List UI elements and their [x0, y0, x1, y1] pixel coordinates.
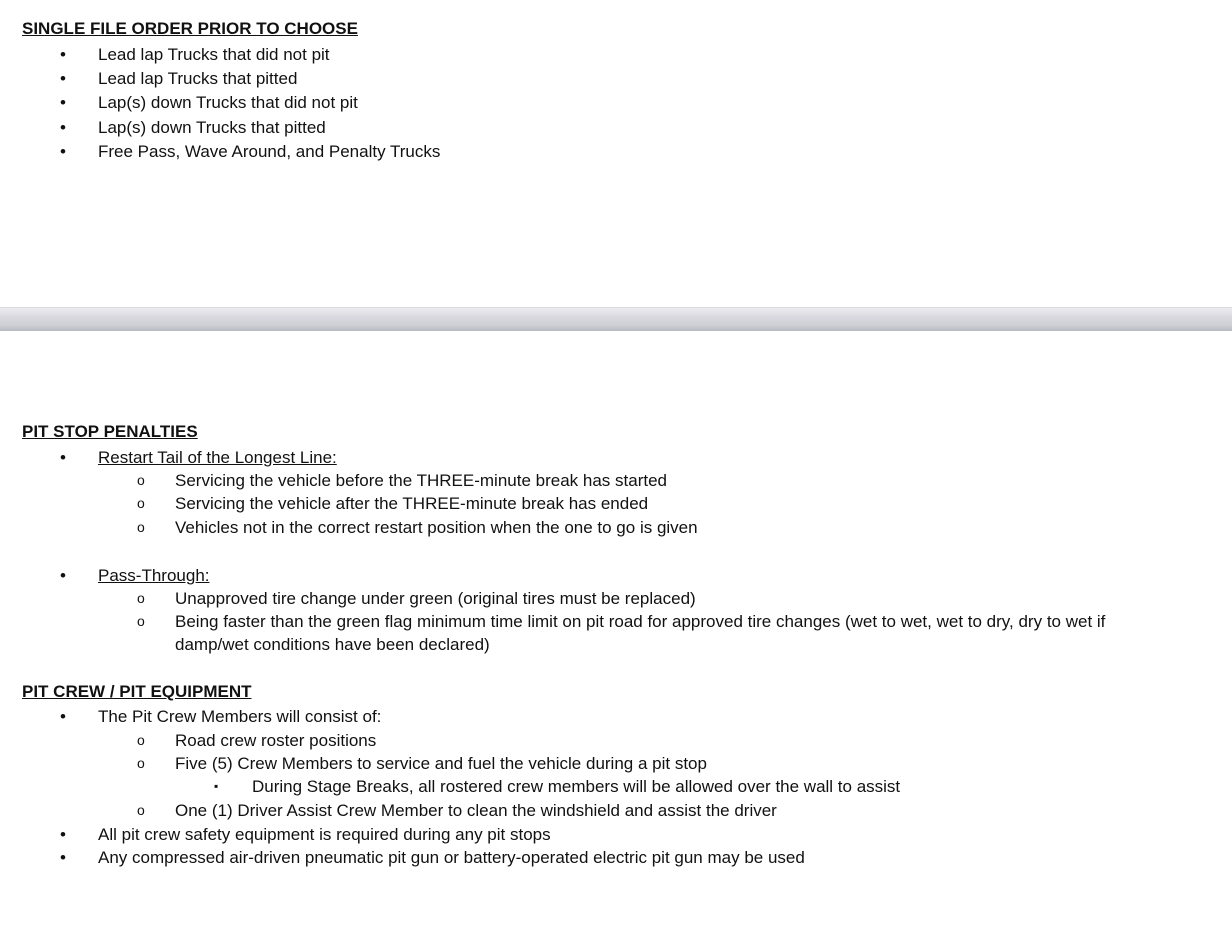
sub-bullet-icon: o [137, 755, 145, 771]
list-item: Lap(s) down Trucks that did not pit [98, 93, 358, 112]
list-item: Servicing the vehicle before the THREE-minute break has started [175, 471, 667, 490]
bullet-icon: • [60, 142, 66, 161]
section-heading-single-file-order: SINGLE FILE ORDER PRIOR TO CHOOSE [22, 19, 358, 38]
list-item: Free Pass, Wave Around, and Penalty Trucks [98, 142, 441, 161]
bullet-icon: • [60, 448, 66, 467]
list-item: Road crew roster positions [175, 731, 377, 750]
bullet-icon: • [60, 848, 66, 867]
section-heading-pit-stop-penalties: PIT STOP PENALTIES [22, 422, 198, 441]
section-heading-pit-crew-equipment: PIT CREW / PIT EQUIPMENT [22, 682, 252, 701]
penalty-group-label: Pass-Through: [98, 566, 210, 585]
bullet-icon: • [60, 69, 66, 88]
list-item: The Pit Crew Members will consist of: [98, 707, 382, 726]
list-item: One (1) Driver Assist Crew Member to clean the windshield and assist the driver [175, 801, 777, 820]
bullet-icon: • [60, 566, 66, 585]
bullet-icon: • [60, 707, 66, 726]
list-item: Lead lap Trucks that did not pit [98, 45, 330, 64]
sub-bullet-icon: o [137, 519, 145, 535]
sub-bullet-icon: o [137, 472, 145, 488]
page-separator [0, 307, 1232, 331]
list-item: Vehicles not in the correct restart position when the one to go is given [175, 518, 698, 537]
bullet-icon: • [60, 93, 66, 112]
bullet-icon: • [60, 45, 66, 64]
sub-bullet-icon: o [137, 613, 145, 629]
document-page-1 [0, 0, 1232, 307]
square-bullet-icon: ▪ [214, 779, 219, 793]
list-item: Unapproved tire change under green (original tires must be replaced) [175, 589, 696, 608]
sub-bullet-icon: o [137, 802, 145, 818]
list-item: All pit crew safety equipment is required during any pit stops [98, 825, 551, 844]
list-item: Servicing the vehicle after the THREE-minute break has ended [175, 494, 649, 513]
list-item: Lead lap Trucks that pitted [98, 69, 298, 88]
list-item: Five (5) Crew Members to service and fuel the vehicle during a pit stop [175, 754, 707, 773]
sub-bullet-icon: o [137, 732, 145, 748]
list-item: Being faster than the green flag minimum time limit on pit road for approved tire changes (wet to wet, wet to dry, dry to wet if damp/wet conditions have been declared) [175, 612, 1106, 654]
sub-bullet-icon: o [137, 495, 145, 511]
list-item: During Stage Breaks, all rostered crew members will be allowed over the wall to assist [252, 777, 901, 796]
list-item: Any compressed air-driven pneumatic pit gun or battery-operated electric pit gun may be used [98, 848, 805, 867]
penalty-group-label: Restart Tail of the Longest Line: [98, 448, 337, 467]
bullet-icon: • [60, 118, 66, 137]
sub-bullet-icon: o [137, 590, 145, 606]
list-item: Lap(s) down Trucks that pitted [98, 118, 326, 137]
bullet-icon: • [60, 825, 66, 844]
